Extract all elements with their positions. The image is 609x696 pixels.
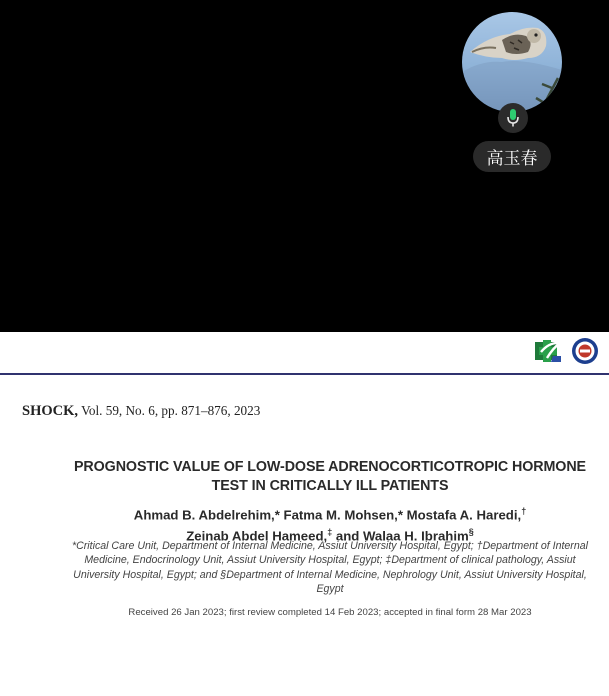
- slide-logos: [533, 337, 599, 365]
- title-line-2: TEST IN CRITICALLY ILL PATIENTS: [211, 478, 449, 494]
- title-line-1: PROGNOSTIC VALUE OF LOW-DOSE ADRENOCORTICOTROPIC HORMONE: [74, 459, 586, 475]
- shared-slide: [0, 332, 609, 696]
- received-dates: Received 26 Jan 2023; first review completed 14 Feb 2023; accepted in final form 28 Mar 2023: [128, 607, 532, 618]
- participant-name: 高玉春: [473, 141, 551, 172]
- owl-photo-avatar: [462, 12, 562, 112]
- paper-title: [60, 458, 600, 496]
- paper-affiliations: *Critical Care Unit, Department of Internal Medicine, Assiut University Hospital, Egypt; †Department of Internal Medicine, Endocrinology Unit, Assiut University Hospital, Egypt; ‡Department of clinical pathology, Assiut University Hospital, Egypt; and §Department of Internal Medicine, Nephrology Unit, Assiut University Hospital, Egypt: [72, 540, 588, 595]
- microphone-icon: [506, 108, 520, 128]
- authors-line-1: Ahmad B. Abdelrehim,* Fatma M. Mohsen,* Mostafa A. Haredi,†: [133, 506, 527, 523]
- university-seal-icon: [571, 337, 599, 365]
- journal-name: SHOCK,: [22, 403, 78, 419]
- pharmacy-logo-icon: [533, 338, 563, 364]
- header-rule: [0, 373, 609, 375]
- authors-line-2: Zeinab Abdel Hameed,‡ and Walaa H. Ibrahim§: [186, 526, 474, 544]
- mic-badge[interactable]: [498, 103, 528, 133]
- journal-citation: [22, 403, 260, 420]
- participant-avatar[interactable]: [462, 12, 562, 112]
- journal-details: Vol. 59, No. 6, pp. 871–876, 2023: [81, 403, 261, 418]
